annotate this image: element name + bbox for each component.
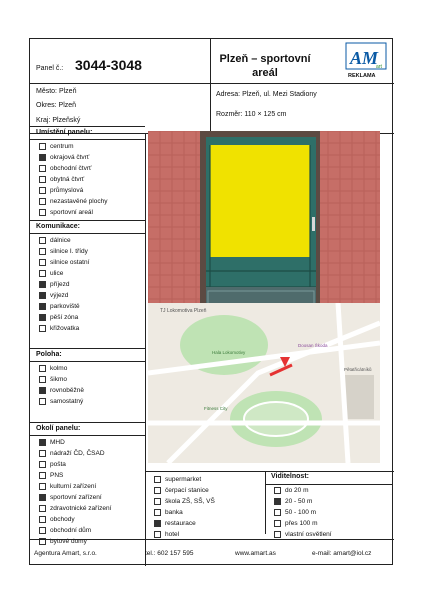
item-label: silnice I. třídy xyxy=(50,248,88,255)
item-label: vlastní osvětlení xyxy=(285,531,332,538)
checkbox-icon[interactable] xyxy=(39,259,46,266)
position-section xyxy=(30,348,145,407)
panel-number: 3044-3048 xyxy=(75,57,142,73)
item-label: pošta xyxy=(50,461,66,468)
item-label: výjezd xyxy=(50,292,69,299)
position-title: Poloha: xyxy=(30,349,145,362)
checklist-item xyxy=(30,503,145,514)
checklist-item xyxy=(265,496,393,507)
checklist-item xyxy=(30,301,145,312)
item-label: sportovní areál xyxy=(50,209,93,216)
checkbox-icon[interactable] xyxy=(39,209,46,216)
item-label: 50 - 100 m xyxy=(285,509,317,516)
checked-box-icon[interactable] xyxy=(274,498,281,505)
checklist-item xyxy=(30,290,145,301)
item-label: zdravotnické zařízení xyxy=(50,505,112,512)
item-label: do 20 m xyxy=(285,487,309,494)
item-label: centrum xyxy=(50,143,74,150)
panel-photo xyxy=(148,131,380,329)
checked-box-icon[interactable] xyxy=(39,494,46,501)
checkbox-icon[interactable] xyxy=(39,483,46,490)
footer xyxy=(30,539,394,566)
checklist-item xyxy=(30,323,145,334)
placement-section xyxy=(30,126,145,218)
svg-text:Pětatřicátníků: Pětatřicátníků xyxy=(344,367,372,372)
checkbox-icon[interactable] xyxy=(154,509,161,516)
item-label: dálnice xyxy=(50,237,71,244)
position-list xyxy=(30,362,145,407)
item-label: obchodní čtvrť xyxy=(50,165,92,172)
item-label: supermarket xyxy=(165,476,202,483)
checkbox-icon[interactable] xyxy=(39,165,46,172)
item-label: okrajová čtvrť xyxy=(50,154,90,161)
checkbox-icon[interactable] xyxy=(39,398,46,405)
item-label: kolmo xyxy=(50,365,68,372)
page-title: Plzeň – sportovní areál xyxy=(219,53,311,79)
communication-title: Komunikace: xyxy=(30,221,145,234)
surroundings-list-2 xyxy=(145,474,265,540)
checkbox-icon[interactable] xyxy=(274,531,281,538)
checklist-item xyxy=(265,518,393,529)
checklist-item xyxy=(30,141,145,152)
item-label: šikmo xyxy=(50,376,67,383)
checked-box-icon[interactable] xyxy=(39,303,46,310)
checklist-item xyxy=(30,257,145,268)
checklist-item xyxy=(145,518,265,529)
item-label: průmyslová xyxy=(50,187,84,194)
svg-text:Hala Lokomotivy: Hala Lokomotivy xyxy=(212,350,246,355)
checklist-item xyxy=(30,246,145,257)
city: Město: Plzeň xyxy=(36,88,77,95)
item-label: příjezd xyxy=(50,281,70,288)
checkbox-icon[interactable] xyxy=(39,365,46,372)
checkbox-icon[interactable] xyxy=(39,376,46,383)
checklist-item xyxy=(30,448,145,459)
checklist-item xyxy=(30,268,145,279)
item-label: čerpací stanice xyxy=(165,487,209,494)
phone: tel.: 602 157 595 xyxy=(145,550,194,557)
checkbox-icon[interactable] xyxy=(39,527,46,534)
checkbox-icon[interactable] xyxy=(154,487,161,494)
checkbox-icon[interactable] xyxy=(39,472,46,479)
checkbox-icon[interactable] xyxy=(39,187,46,194)
item-label: rovnoběžně xyxy=(50,387,84,394)
panel-sheet xyxy=(29,38,393,565)
checkbox-icon[interactable] xyxy=(39,450,46,457)
item-label: PNS xyxy=(50,472,64,479)
checklist-item xyxy=(265,485,393,496)
svg-text:art: art xyxy=(376,64,382,70)
checklist-item xyxy=(30,363,145,374)
address: Adresa: Plzeň, ul. Mezi Stadiony xyxy=(216,91,317,98)
panel-label: Panel č.: xyxy=(36,65,64,72)
svg-text:Fitness City: Fitness City xyxy=(204,406,228,411)
checklist-item xyxy=(30,374,145,385)
checkbox-icon[interactable] xyxy=(39,270,46,277)
checklist-item xyxy=(30,185,145,196)
item-label: kulturní zařízení xyxy=(50,483,97,490)
checklist-item xyxy=(30,525,145,536)
item-label: bytové domy xyxy=(50,538,87,545)
checked-box-icon[interactable] xyxy=(39,154,46,161)
svg-text:AM: AM xyxy=(350,48,379,68)
website: www.amart.as xyxy=(235,550,276,557)
checklist-item xyxy=(30,385,145,396)
svg-text:TJ Lokomotiva Plzeň: TJ Lokomotiva Plzeň xyxy=(160,308,207,314)
checklist-item xyxy=(30,163,145,174)
item-label: hotel xyxy=(165,531,180,538)
checkbox-icon[interactable] xyxy=(39,516,46,523)
bottom-checklists xyxy=(145,471,394,538)
checklist-item xyxy=(145,485,265,496)
checked-box-icon[interactable] xyxy=(39,387,46,394)
placement-title: Umístění panelu: xyxy=(30,127,145,140)
region: Kraj: Plzeňský xyxy=(36,117,81,124)
communication-section xyxy=(30,220,145,334)
checkbox-icon[interactable] xyxy=(154,498,161,505)
company-name: Agentura Amart, s.r.o. xyxy=(34,550,97,557)
item-label: 20 - 50 m xyxy=(285,498,313,505)
checkbox-icon[interactable] xyxy=(154,531,161,538)
checklist-item xyxy=(30,207,145,218)
checklist-item xyxy=(145,507,265,518)
checked-box-icon[interactable] xyxy=(39,292,46,299)
item-label: obchodní dům xyxy=(50,527,92,534)
placement-list xyxy=(30,140,145,218)
svg-text:REKLAMA: REKLAMA xyxy=(348,73,376,79)
checklist-item xyxy=(30,459,145,470)
amart-logo xyxy=(344,42,390,80)
checkbox-icon[interactable] xyxy=(39,505,46,512)
item-label: MHD xyxy=(50,439,65,446)
checkbox-icon[interactable] xyxy=(39,248,46,255)
checkbox-icon[interactable] xyxy=(274,487,281,494)
checklist-item xyxy=(30,235,145,246)
checklist-item xyxy=(145,496,265,507)
checkbox-icon[interactable] xyxy=(39,176,46,183)
item-label: sportovní zařízení xyxy=(50,494,102,501)
checklist-item xyxy=(30,312,145,323)
visibility-title: Viditelnost: xyxy=(271,473,309,480)
checklist-item xyxy=(265,507,393,518)
panel-size: Rozměr: 110 × 125 cm xyxy=(216,111,287,118)
item-label: silnice ostatní xyxy=(50,259,90,266)
visibility-list xyxy=(265,484,393,540)
checked-box-icon[interactable] xyxy=(39,314,46,321)
item-label: samostatný xyxy=(50,398,84,405)
checklist-item xyxy=(30,396,145,407)
item-label: obytná čtvrť xyxy=(50,176,85,183)
item-label: nezastavěné plochy xyxy=(50,198,108,205)
item-label: ulice xyxy=(50,270,64,277)
surroundings-section xyxy=(30,422,145,547)
location-map xyxy=(148,303,380,463)
checked-box-icon[interactable] xyxy=(154,520,161,527)
checkbox-icon[interactable] xyxy=(274,520,281,527)
item-label: obchody xyxy=(50,516,75,523)
item-label: banka xyxy=(165,509,183,516)
checklist-item xyxy=(30,152,145,163)
item-label: pěší zóna xyxy=(50,314,79,321)
checkbox-icon[interactable] xyxy=(39,325,46,332)
header xyxy=(30,39,394,84)
item-label: parkoviště xyxy=(50,303,80,310)
checklist-item xyxy=(30,437,145,448)
checklist-item xyxy=(30,174,145,185)
checkbox-icon[interactable] xyxy=(39,198,46,205)
checklist-item xyxy=(30,196,145,207)
district: Okres: Plzeň xyxy=(36,102,77,109)
checkbox-icon[interactable] xyxy=(274,509,281,516)
checkbox-icon[interactable] xyxy=(39,461,46,468)
item-label: nádraží ČD, ČSAD xyxy=(50,450,105,457)
surroundings-list xyxy=(30,436,145,547)
checklist-item xyxy=(30,514,145,525)
email: e-mail: amart@iol.cz xyxy=(312,550,372,557)
item-label: restaurace xyxy=(165,520,196,527)
checklist-item xyxy=(30,279,145,290)
checklist-item xyxy=(30,481,145,492)
surroundings-title: Okolí panelu: xyxy=(30,423,145,436)
svg-text:Doosan Škoda: Doosan Škoda xyxy=(298,343,328,348)
checkbox-icon[interactable] xyxy=(39,143,46,150)
checked-box-icon[interactable] xyxy=(39,439,46,446)
item-label: křižovatka xyxy=(50,325,80,332)
checklist-item xyxy=(30,470,145,481)
item-label: škola ZŠ, SŠ, VŠ xyxy=(165,498,215,505)
checkbox-icon[interactable] xyxy=(154,476,161,483)
communication-list xyxy=(30,234,145,334)
checkbox-icon[interactable] xyxy=(39,237,46,244)
item-label: přes 100 m xyxy=(285,520,318,527)
checked-box-icon[interactable] xyxy=(39,281,46,288)
checklist-item xyxy=(30,492,145,503)
checklist-item xyxy=(145,474,265,485)
